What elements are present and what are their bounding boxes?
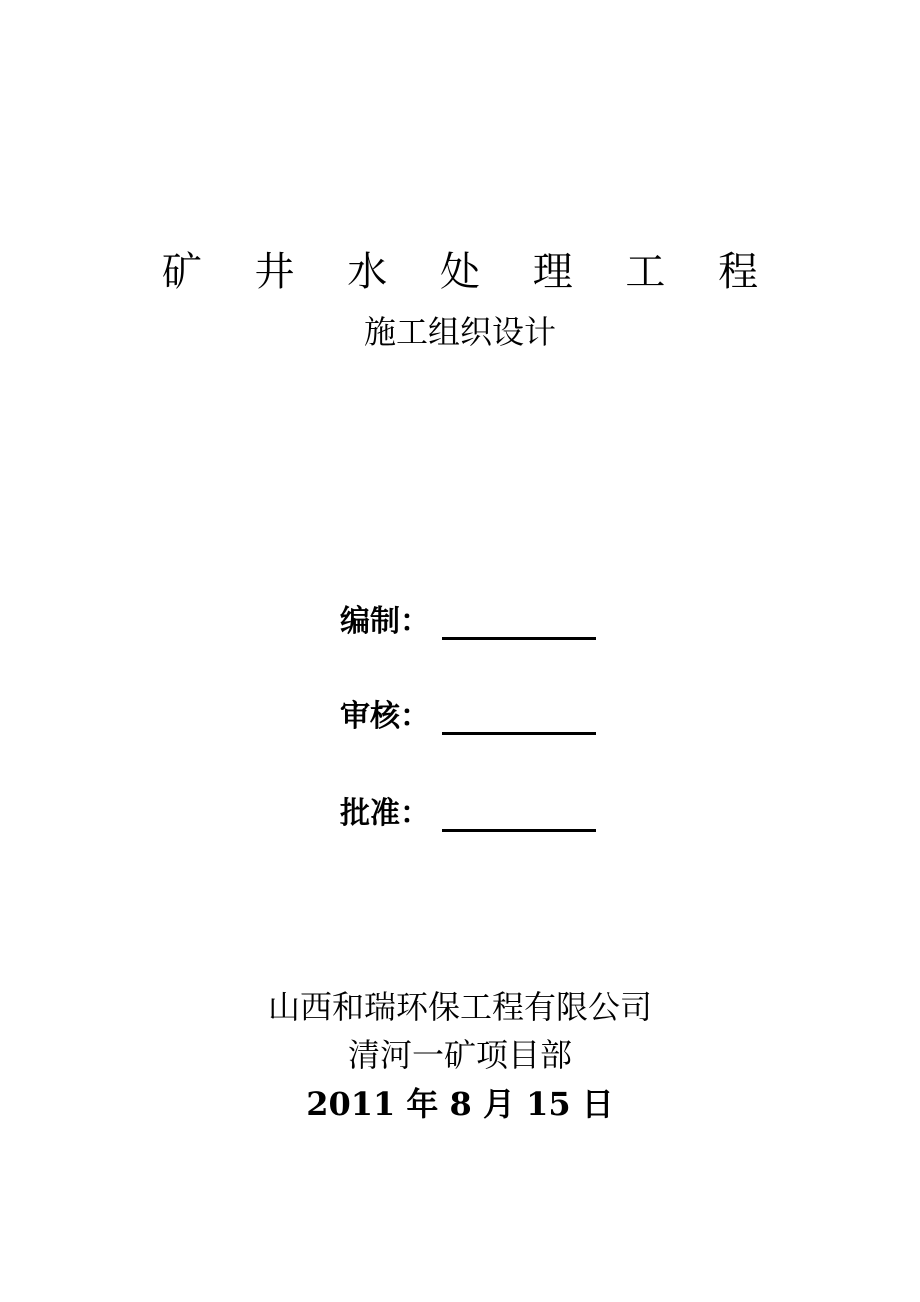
prepared-by-label: 编制： [340,604,430,639]
company-name: 山西和瑞环保工程有限公司 [267,988,652,1026]
document-subtitle: 施工组织设计 [363,313,556,351]
document-date: 2011 年 8 月 15 日 [306,1085,614,1123]
document-title: 矿 井 水 处 理 工 程 [161,249,779,295]
prepared-by-signature-line [442,637,596,640]
approved-by-label: 批准： [340,796,430,831]
reviewed-by-label: 审核： [340,699,430,734]
reviewed-by-signature-line [442,732,596,735]
project-department: 清河一矿项目部 [347,1036,572,1074]
approved-by-signature-line [442,829,596,832]
approved-by-row [340,790,596,836]
prepared-by-row [340,598,596,644]
reviewed-by-row [340,693,596,739]
